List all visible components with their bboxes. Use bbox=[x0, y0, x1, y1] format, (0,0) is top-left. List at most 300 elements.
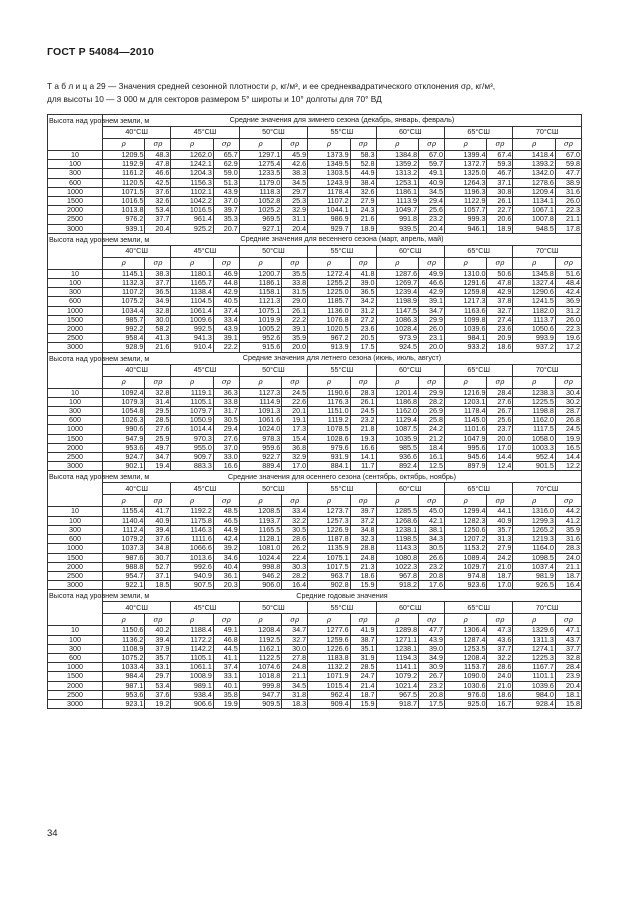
sigma-symbol: σρ bbox=[282, 614, 308, 626]
value-cell: 990.6 bbox=[102, 425, 145, 434]
altitude-cell: 1500 bbox=[48, 672, 103, 681]
value-cell: 33.1 bbox=[213, 672, 239, 681]
value-cell: 939.5 bbox=[376, 224, 419, 233]
value-cell: 28.2 bbox=[419, 397, 445, 406]
value-cell: 1079.7 bbox=[171, 407, 214, 416]
value-cell: 902.1 bbox=[102, 462, 145, 471]
value-cell: 46.5 bbox=[213, 516, 239, 525]
rho-symbol: ρ bbox=[376, 139, 419, 151]
value-cell: 67.0 bbox=[419, 151, 445, 160]
value-cell: 20.4 bbox=[282, 224, 308, 233]
value-cell: 1209.5 bbox=[102, 151, 145, 160]
value-cell: 51.3 bbox=[213, 178, 239, 187]
value-cell: 1066.6 bbox=[171, 544, 214, 553]
latitude-header: 55°СШ bbox=[308, 602, 376, 614]
sigma-symbol: σρ bbox=[282, 257, 308, 269]
value-cell: 1225.5 bbox=[513, 397, 556, 406]
altitude-cell: 1000 bbox=[48, 306, 103, 315]
value-cell: 958.4 bbox=[102, 334, 145, 343]
value-cell: 1075.1 bbox=[308, 553, 351, 562]
value-cell: 37.9 bbox=[145, 644, 171, 653]
altitude-cell: 10 bbox=[48, 626, 103, 635]
value-cell: 961.4 bbox=[171, 215, 214, 224]
value-cell: 32.8 bbox=[145, 306, 171, 315]
value-cell: 909.5 bbox=[239, 699, 282, 708]
value-cell: 1233.5 bbox=[239, 169, 282, 178]
altitude-cell: 3000 bbox=[48, 462, 103, 471]
altitude-cell: 1500 bbox=[48, 553, 103, 562]
latitude-header: 55°СШ bbox=[308, 245, 376, 257]
value-cell: 42.9 bbox=[419, 288, 445, 297]
value-cell: 1272.4 bbox=[308, 269, 351, 278]
value-cell: 1117.5 bbox=[513, 425, 556, 434]
value-cell: 1122.5 bbox=[239, 653, 282, 662]
value-cell: 25.8 bbox=[419, 416, 445, 425]
value-cell: 1061.1 bbox=[171, 663, 214, 672]
value-cell: 889.4 bbox=[239, 462, 282, 471]
value-cell: 1008.9 bbox=[171, 672, 214, 681]
value-cell: 1132.3 bbox=[102, 279, 145, 288]
value-cell: 1143.3 bbox=[376, 544, 419, 553]
value-cell: 1311.3 bbox=[513, 635, 556, 644]
value-cell: 1259.6 bbox=[308, 635, 351, 644]
latitude-header: 40°СШ bbox=[102, 245, 170, 257]
value-cell: 1024.0 bbox=[239, 425, 282, 434]
value-cell: 34.3 bbox=[419, 535, 445, 544]
table-row bbox=[48, 516, 582, 525]
value-cell: 17.5 bbox=[350, 343, 376, 352]
value-cell: 32.3 bbox=[350, 535, 376, 544]
value-cell: 28.4 bbox=[555, 663, 581, 672]
value-cell: 16.1 bbox=[419, 453, 445, 462]
value-cell: 970.3 bbox=[171, 434, 214, 443]
value-cell: 32.6 bbox=[350, 187, 376, 196]
value-cell: 46.9 bbox=[213, 269, 239, 278]
rho-symbol: ρ bbox=[308, 139, 351, 151]
section-title-row bbox=[48, 471, 582, 483]
value-cell: 30.5 bbox=[213, 416, 239, 425]
value-cell: 1161.2 bbox=[102, 169, 145, 178]
latitude-header: 65°СШ bbox=[444, 245, 512, 257]
value-cell: 12.5 bbox=[419, 462, 445, 471]
latitude-header: 70°СШ bbox=[513, 602, 582, 614]
value-cell: 36.1 bbox=[213, 571, 239, 580]
altitude-cell: 100 bbox=[48, 279, 103, 288]
value-cell: 1238.1 bbox=[376, 525, 419, 534]
value-cell: 17.0 bbox=[282, 462, 308, 471]
value-cell: 51.6 bbox=[555, 269, 581, 278]
value-cell: 38.4 bbox=[350, 178, 376, 187]
value-cell: 985.7 bbox=[102, 315, 145, 324]
value-cell: 1188.4 bbox=[171, 626, 214, 635]
value-cell: 28.3 bbox=[555, 544, 581, 553]
value-cell: 20.3 bbox=[213, 581, 239, 590]
value-cell: 30.0 bbox=[282, 644, 308, 653]
altitude-cell: 3000 bbox=[48, 699, 103, 708]
value-cell: 1086.3 bbox=[376, 315, 419, 324]
value-cell: 1105.1 bbox=[171, 653, 214, 662]
value-cell: 1225.0 bbox=[308, 288, 351, 297]
value-cell: 44.9 bbox=[350, 169, 376, 178]
value-cell: 922.7 bbox=[239, 453, 282, 462]
sigma-symbol: σρ bbox=[213, 495, 239, 507]
value-cell: 25.6 bbox=[487, 416, 513, 425]
sigma-symbol: σρ bbox=[350, 257, 376, 269]
value-cell: 65.7 bbox=[213, 151, 239, 160]
value-cell: 37.0 bbox=[213, 197, 239, 206]
value-cell: 948.5 bbox=[513, 224, 556, 233]
value-cell: 1128.1 bbox=[239, 535, 282, 544]
altitude-cell: 2000 bbox=[48, 443, 103, 452]
value-cell: 1140.4 bbox=[102, 516, 145, 525]
value-cell: 1005.2 bbox=[239, 325, 282, 334]
rho-symbol: ρ bbox=[102, 495, 145, 507]
value-cell: 21.0 bbox=[487, 681, 513, 690]
value-cell: 36.5 bbox=[350, 288, 376, 297]
table-row bbox=[48, 343, 582, 352]
value-cell: 20.5 bbox=[350, 334, 376, 343]
value-cell: 24.8 bbox=[350, 553, 376, 562]
value-cell: 38.3 bbox=[145, 269, 171, 278]
rho-symbol: ρ bbox=[444, 139, 487, 151]
value-cell: 999.3 bbox=[444, 215, 487, 224]
value-cell: 1198.9 bbox=[376, 297, 419, 306]
value-cell: 42.1 bbox=[419, 516, 445, 525]
value-cell: 1039.6 bbox=[444, 325, 487, 334]
value-cell: 11.7 bbox=[350, 462, 376, 471]
value-cell: 47.7 bbox=[419, 626, 445, 635]
value-cell: 37.7 bbox=[145, 279, 171, 288]
value-cell: 34.5 bbox=[282, 681, 308, 690]
value-cell: 41.2 bbox=[555, 516, 581, 525]
value-cell: 1217.3 bbox=[444, 297, 487, 306]
altitude-cell: 2500 bbox=[48, 453, 103, 462]
sigma-symbol: σρ bbox=[487, 257, 513, 269]
value-cell: 1119.2 bbox=[308, 416, 351, 425]
altitude-cell: 600 bbox=[48, 178, 103, 187]
value-cell: 1155.4 bbox=[102, 507, 145, 516]
value-cell: 1198.8 bbox=[513, 407, 556, 416]
sigma-symbol: σρ bbox=[145, 257, 171, 269]
value-cell: 35.3 bbox=[213, 215, 239, 224]
altitude-cell: 100 bbox=[48, 397, 103, 406]
value-cell: 1061.4 bbox=[171, 306, 214, 315]
sigma-symbol: σρ bbox=[145, 376, 171, 388]
value-cell: 44.8 bbox=[213, 279, 239, 288]
value-cell: 31.6 bbox=[555, 535, 581, 544]
value-cell: 22.4 bbox=[282, 553, 308, 562]
value-cell: 1028.4 bbox=[376, 325, 419, 334]
value-cell: 48.5 bbox=[213, 507, 239, 516]
value-cell: 1243.9 bbox=[308, 178, 351, 187]
rho-symbol: ρ bbox=[102, 376, 145, 388]
value-cell: 16.5 bbox=[555, 443, 581, 452]
value-cell: 1342.0 bbox=[513, 169, 556, 178]
value-cell: 928.9 bbox=[102, 343, 145, 352]
value-cell: 1271.1 bbox=[376, 635, 419, 644]
value-cell: 38.7 bbox=[350, 635, 376, 644]
value-cell: 15.9 bbox=[350, 699, 376, 708]
rho-symbol: ρ bbox=[239, 257, 282, 269]
value-cell: 992.2 bbox=[102, 325, 145, 334]
value-cell: 43.9 bbox=[419, 635, 445, 644]
value-cell: 41.8 bbox=[350, 269, 376, 278]
value-cell: 20.8 bbox=[419, 571, 445, 580]
value-cell: 30.0 bbox=[145, 315, 171, 324]
value-cell: 1153.7 bbox=[444, 663, 487, 672]
value-cell: 1107.2 bbox=[308, 197, 351, 206]
value-cell: 38.9 bbox=[555, 178, 581, 187]
latitude-header: 50°СШ bbox=[239, 245, 307, 257]
value-cell: 923.1 bbox=[102, 699, 145, 708]
value-cell: 1310.0 bbox=[444, 269, 487, 278]
value-cell: 1075.2 bbox=[102, 653, 145, 662]
value-cell: 21.3 bbox=[350, 562, 376, 571]
rho-symbol: ρ bbox=[513, 257, 556, 269]
latitude-row bbox=[48, 364, 582, 376]
latitude-header: 45°СШ bbox=[171, 127, 239, 139]
value-cell: 1050.9 bbox=[171, 416, 214, 425]
value-cell: 1022.3 bbox=[376, 562, 419, 571]
symbol-row bbox=[48, 257, 582, 269]
value-cell: 21.0 bbox=[487, 562, 513, 571]
value-cell: 32.8 bbox=[145, 388, 171, 397]
table-row bbox=[48, 581, 582, 590]
value-cell: 28.3 bbox=[350, 388, 376, 397]
rho-symbol: ρ bbox=[239, 376, 282, 388]
value-cell: 33.8 bbox=[213, 397, 239, 406]
value-cell: 1299.3 bbox=[513, 516, 556, 525]
altitude-cell: 3000 bbox=[48, 581, 103, 590]
value-cell: 1156.3 bbox=[171, 178, 214, 187]
caption-line-2: для высоты 10 — 3 000 м для секторов размером 5° широты и 10° долготы для 70° ВД bbox=[47, 93, 382, 104]
value-cell: 32.8 bbox=[555, 653, 581, 662]
value-cell: 23.7 bbox=[487, 425, 513, 434]
value-cell: 1418.4 bbox=[513, 151, 556, 160]
latitude-header: 60°СШ bbox=[376, 483, 444, 495]
value-cell: 909.7 bbox=[171, 453, 214, 462]
value-cell: 44.5 bbox=[213, 644, 239, 653]
rho-symbol: ρ bbox=[171, 376, 214, 388]
table-row bbox=[48, 699, 582, 708]
value-cell: 40.5 bbox=[213, 297, 239, 306]
value-cell: 1071.9 bbox=[308, 672, 351, 681]
value-cell: 1238.3 bbox=[513, 388, 556, 397]
value-cell: 992.6 bbox=[171, 562, 214, 571]
value-cell: 1208.5 bbox=[239, 507, 282, 516]
value-cell: 17.0 bbox=[487, 443, 513, 452]
value-cell: 19.6 bbox=[555, 334, 581, 343]
value-cell: 1384.8 bbox=[376, 151, 419, 160]
value-cell: 24.8 bbox=[282, 663, 308, 672]
value-cell: 1200.7 bbox=[239, 269, 282, 278]
value-cell: 1044.1 bbox=[308, 206, 351, 215]
value-cell: 1042.2 bbox=[171, 197, 214, 206]
value-cell: 993.9 bbox=[513, 334, 556, 343]
value-cell: 23.2 bbox=[419, 681, 445, 690]
value-cell: 1135.9 bbox=[308, 544, 351, 553]
altitude-cell: 100 bbox=[48, 516, 103, 525]
value-cell: 46.8 bbox=[213, 635, 239, 644]
value-cell: 44.9 bbox=[213, 525, 239, 534]
value-cell: 35.8 bbox=[213, 690, 239, 699]
value-cell: 1037.3 bbox=[102, 544, 145, 553]
value-cell: 1138.4 bbox=[171, 288, 214, 297]
sigma-symbol: σρ bbox=[419, 376, 445, 388]
value-cell: 33.0 bbox=[213, 453, 239, 462]
table-row bbox=[48, 544, 582, 553]
value-cell: 47.8 bbox=[487, 279, 513, 288]
value-cell: 1147.5 bbox=[376, 306, 419, 315]
value-cell: 999.8 bbox=[239, 681, 282, 690]
value-cell: 17.6 bbox=[419, 581, 445, 590]
value-cell: 26.0 bbox=[419, 325, 445, 334]
value-cell: 30.9 bbox=[419, 663, 445, 672]
value-cell: 26.1 bbox=[282, 306, 308, 315]
value-cell: 1262.0 bbox=[171, 151, 214, 160]
rho-symbol: ρ bbox=[376, 495, 419, 507]
value-cell: 19.9 bbox=[555, 434, 581, 443]
value-cell: 1192.5 bbox=[239, 635, 282, 644]
section-title-row bbox=[48, 115, 582, 127]
value-cell: 1162.0 bbox=[513, 416, 556, 425]
value-cell: 988.8 bbox=[102, 562, 145, 571]
value-cell: 31.7 bbox=[213, 407, 239, 416]
section-title-row bbox=[48, 590, 582, 602]
value-cell: 20.7 bbox=[213, 224, 239, 233]
value-cell: 18.7 bbox=[350, 690, 376, 699]
latitude-header: 60°СШ bbox=[376, 364, 444, 376]
value-cell: 21.1 bbox=[555, 562, 581, 571]
value-cell: 33.1 bbox=[145, 663, 171, 672]
value-cell: 1039.6 bbox=[513, 681, 556, 690]
value-cell: 41.7 bbox=[145, 507, 171, 516]
value-cell: 26.0 bbox=[555, 197, 581, 206]
value-cell: 37.7 bbox=[555, 644, 581, 653]
value-cell: 1061.6 bbox=[239, 416, 282, 425]
value-cell: 1075.2 bbox=[102, 297, 145, 306]
value-cell: 1399.4 bbox=[444, 151, 487, 160]
rho-symbol: ρ bbox=[171, 139, 214, 151]
value-cell: 1107.2 bbox=[102, 288, 145, 297]
value-cell: 1175.8 bbox=[171, 516, 214, 525]
value-cell: 24.5 bbox=[555, 425, 581, 434]
value-cell: 34.7 bbox=[145, 453, 171, 462]
value-cell: 26.1 bbox=[350, 397, 376, 406]
value-cell: 1151.0 bbox=[308, 407, 351, 416]
value-cell: 24.2 bbox=[419, 425, 445, 434]
sigma-symbol: σρ bbox=[487, 376, 513, 388]
value-cell: 1118.3 bbox=[239, 187, 282, 196]
value-cell: 17.0 bbox=[487, 581, 513, 590]
value-cell: 1020.5 bbox=[308, 325, 351, 334]
value-cell: 1303.5 bbox=[308, 169, 351, 178]
altitude-cell: 1500 bbox=[48, 197, 103, 206]
value-cell: 30.3 bbox=[282, 562, 308, 571]
value-cell: 1078.5 bbox=[308, 425, 351, 434]
latitude-header: 50°СШ bbox=[239, 127, 307, 139]
value-cell: 15.8 bbox=[555, 699, 581, 708]
latitude-header: 65°СШ bbox=[444, 602, 512, 614]
value-cell: 1034.4 bbox=[102, 306, 145, 315]
value-cell: 14.1 bbox=[350, 453, 376, 462]
altitude-cell: 300 bbox=[48, 288, 103, 297]
value-cell: 28.5 bbox=[145, 416, 171, 425]
value-cell: 34.6 bbox=[213, 553, 239, 562]
sigma-symbol: σρ bbox=[213, 257, 239, 269]
altitude-cell: 100 bbox=[48, 160, 103, 169]
value-cell: 1329.6 bbox=[513, 626, 556, 635]
value-cell: 901.5 bbox=[513, 462, 556, 471]
value-cell: 1033.4 bbox=[102, 663, 145, 672]
value-cell: 59.3 bbox=[487, 160, 513, 169]
value-cell: 909.4 bbox=[308, 699, 351, 708]
value-cell: 1141.1 bbox=[376, 663, 419, 672]
value-cell: 936.6 bbox=[376, 453, 419, 462]
value-cell: 21.1 bbox=[282, 672, 308, 681]
value-cell: 48.4 bbox=[555, 279, 581, 288]
height-header-cell: Высота над уровнем земли, м bbox=[48, 590, 103, 626]
value-cell: 26.6 bbox=[419, 553, 445, 562]
value-cell: 44.1 bbox=[487, 507, 513, 516]
value-cell: 34.7 bbox=[419, 306, 445, 315]
value-cell: 20.6 bbox=[487, 215, 513, 224]
value-cell: 39.4 bbox=[145, 525, 171, 534]
value-cell: 32.9 bbox=[282, 453, 308, 462]
latitude-header: 50°СШ bbox=[239, 602, 307, 614]
value-cell: 34.9 bbox=[145, 297, 171, 306]
value-cell: 992.5 bbox=[171, 325, 214, 334]
value-cell: 42.5 bbox=[145, 178, 171, 187]
value-cell: 1259.8 bbox=[444, 288, 487, 297]
sigma-symbol: σρ bbox=[282, 495, 308, 507]
value-cell: 1291.6 bbox=[444, 279, 487, 288]
value-cell: 1183.8 bbox=[308, 653, 351, 662]
value-cell: 49.1 bbox=[213, 626, 239, 635]
value-cell: 15.4 bbox=[282, 434, 308, 443]
value-cell: 1264.3 bbox=[444, 178, 487, 187]
value-cell: 34.5 bbox=[282, 178, 308, 187]
value-cell: 1158.1 bbox=[239, 288, 282, 297]
value-cell: 22.7 bbox=[487, 206, 513, 215]
value-cell: 1047.9 bbox=[444, 434, 487, 443]
value-cell: 976.0 bbox=[444, 690, 487, 699]
latitude-header: 45°СШ bbox=[171, 364, 239, 376]
value-cell: 17.3 bbox=[282, 425, 308, 434]
value-cell: 902.8 bbox=[308, 581, 351, 590]
table-body bbox=[48, 115, 582, 709]
latitude-header: 55°СШ bbox=[308, 127, 376, 139]
value-cell: 25.9 bbox=[145, 434, 171, 443]
value-cell: 922.1 bbox=[102, 581, 145, 590]
value-cell: 1253.1 bbox=[376, 178, 419, 187]
value-cell: 1029.7 bbox=[444, 562, 487, 571]
value-cell: 1190.6 bbox=[308, 388, 351, 397]
page-number: 34 bbox=[47, 828, 58, 839]
value-cell: 29.9 bbox=[419, 388, 445, 397]
data-table-wrapper bbox=[47, 114, 582, 709]
altitude-cell: 600 bbox=[48, 416, 103, 425]
value-cell: 26.1 bbox=[487, 197, 513, 206]
value-cell: 19.3 bbox=[350, 434, 376, 443]
value-cell: 1021.4 bbox=[376, 681, 419, 690]
value-cell: 941.3 bbox=[171, 334, 214, 343]
value-cell: 1198.5 bbox=[376, 535, 419, 544]
latitude-header: 65°СШ bbox=[444, 483, 512, 495]
rho-symbol: ρ bbox=[239, 139, 282, 151]
value-cell: 952.4 bbox=[513, 453, 556, 462]
value-cell: 59.7 bbox=[419, 160, 445, 169]
